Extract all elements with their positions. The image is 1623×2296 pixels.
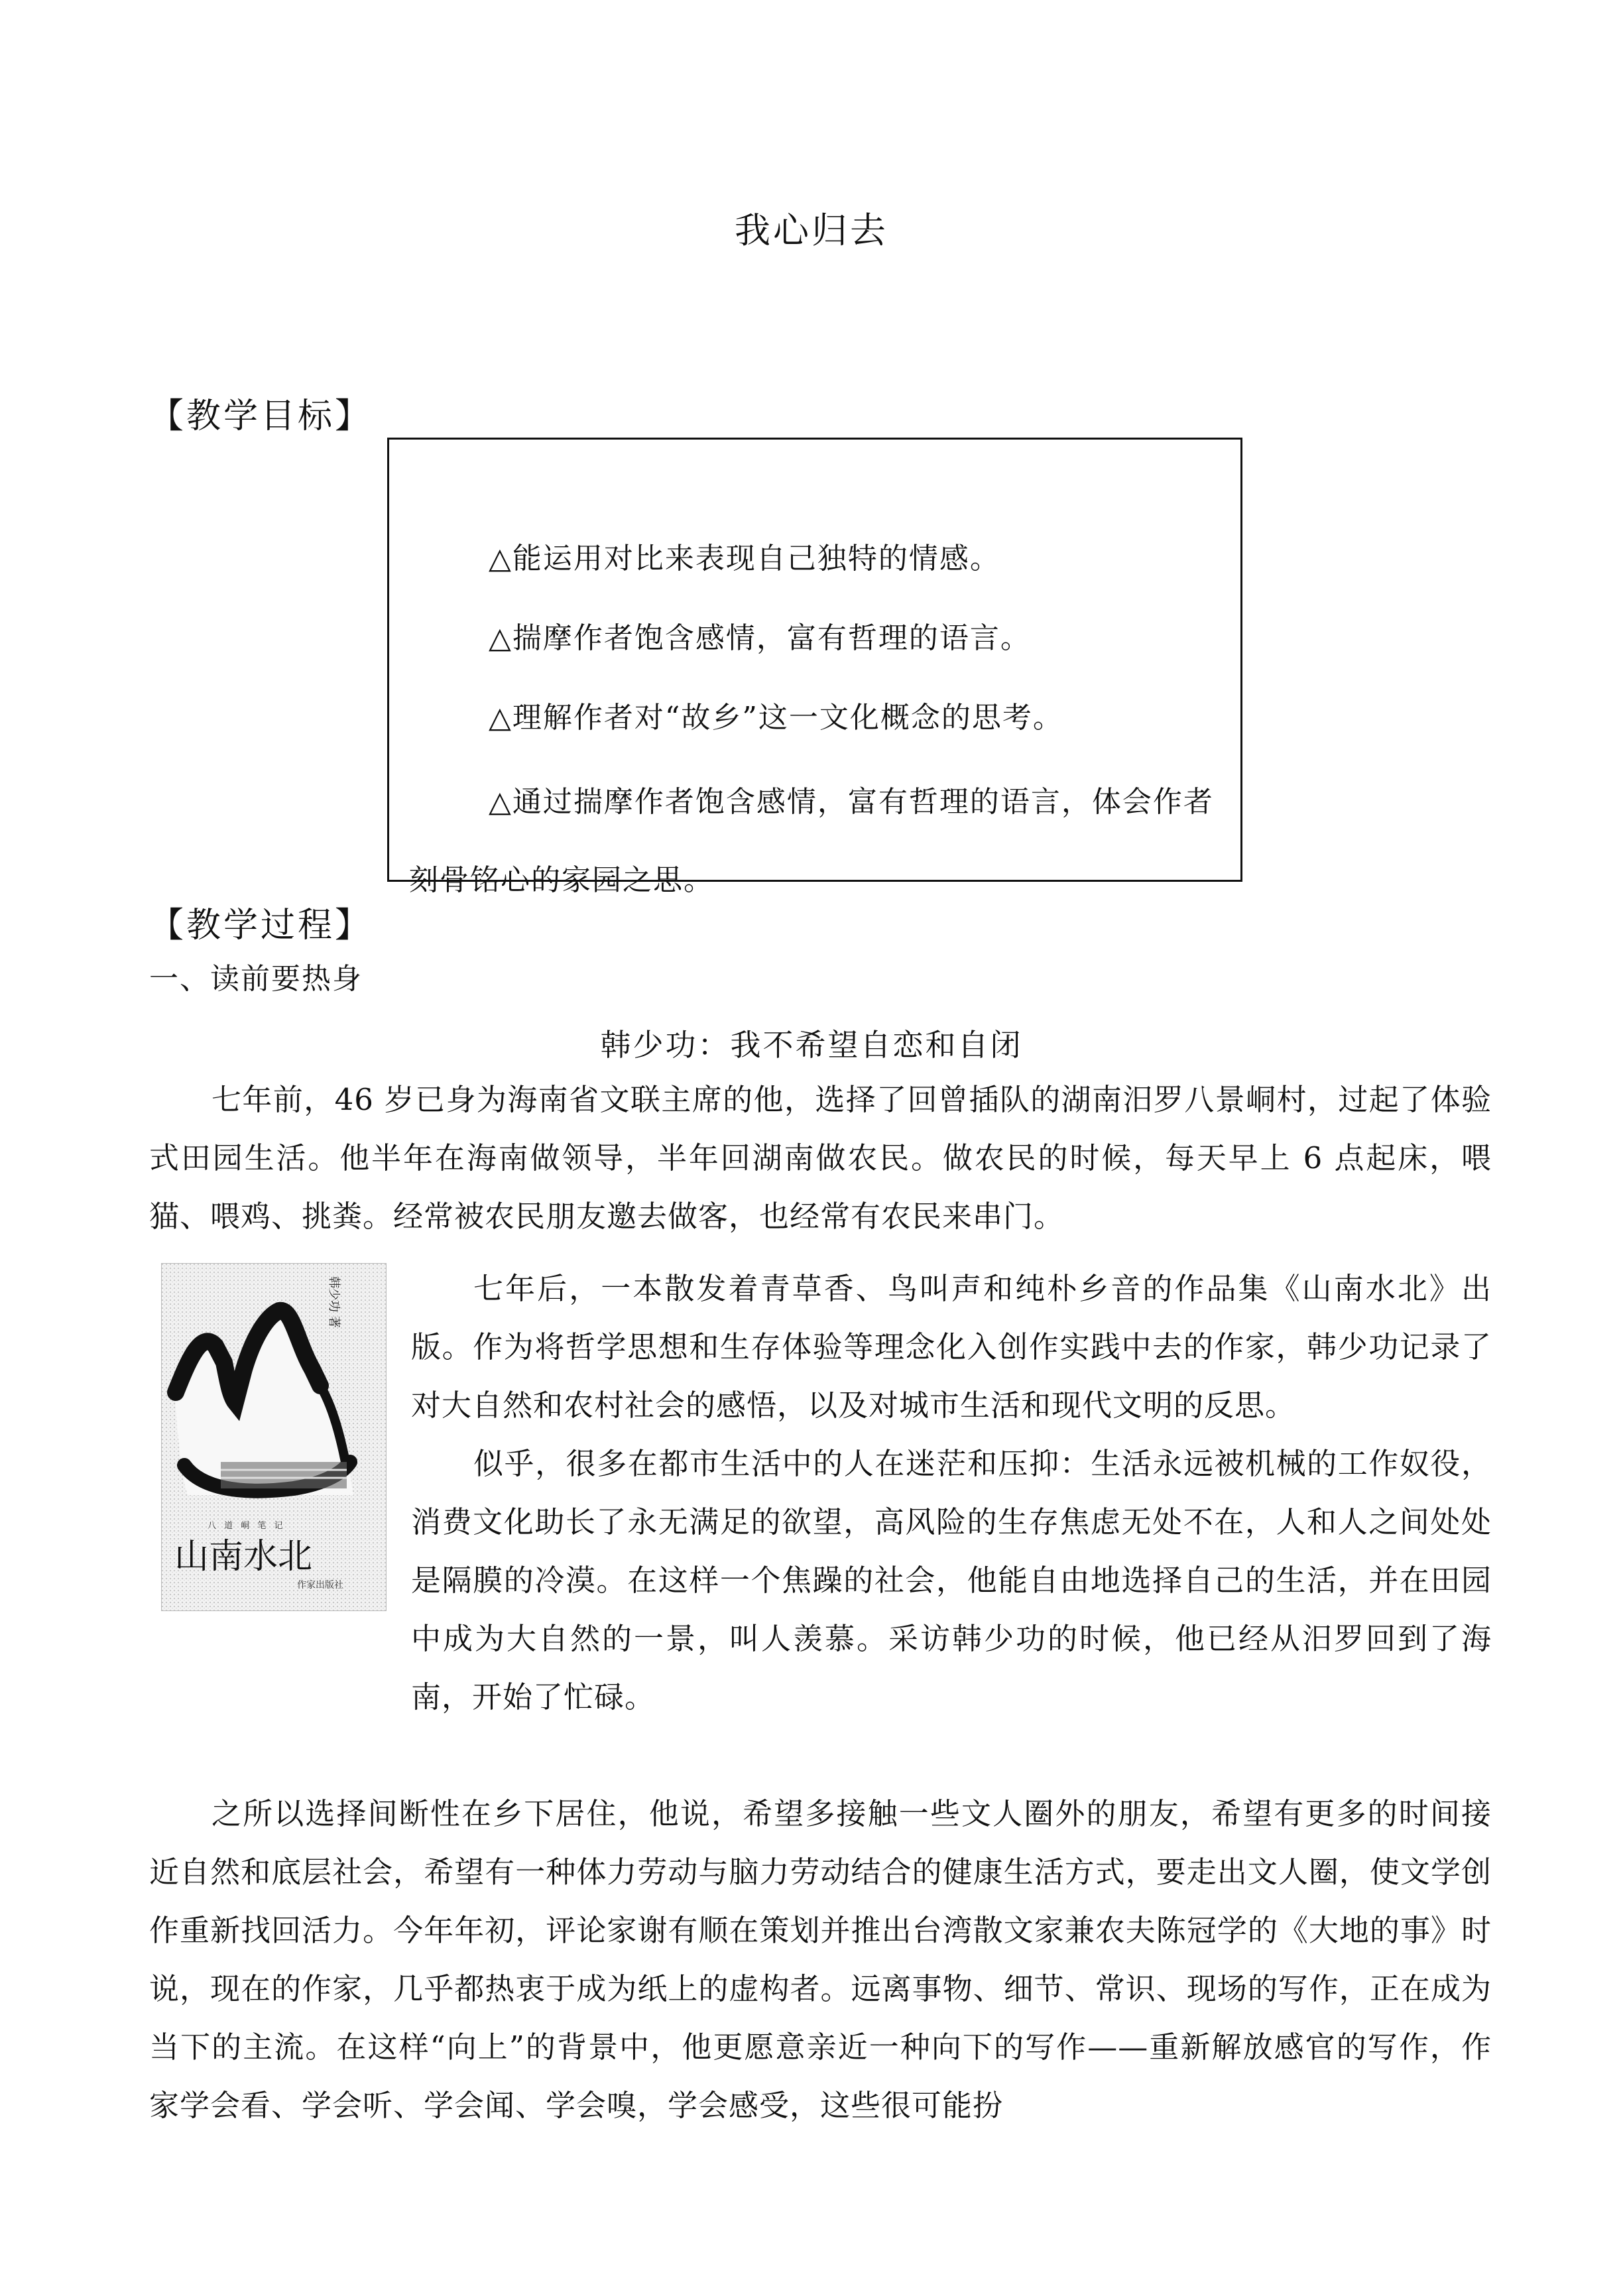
article-paragraph-wrap: [411, 1435, 1492, 1726]
article-paragraph: 七年后，一本散发着青草香、鸟叫声和纯朴乡音的作品集《山南水北》出版。作为将哲学思想和生存体验等理念化入创作实践中去的作家，韩少功记录了对大自然和农村社会的感悟，以及对城市生活和现代文明的反思。: [411, 1271, 1492, 1423]
teaching-process-heading: 【教学过程】: [149, 906, 373, 945]
teaching-goals-heading: 【教学目标】: [149, 396, 373, 436]
article-paragraph: 之所以选择间断性在乡下居住，他说，希望多接触一些文人圈外的朋友，希望有更多的时间接近自然和底层社会，希望有一种体力劳动与脑力劳动结合的健康生活方式，要走出文人圈，使文学创作重新找回活力。今年年初，评论家谢有顺在策划并推出台湾散文家兼农夫陈冠学的《大地的事》时说，现在的作家，几乎都热衷于成为纸上的虚构者。远离事物、细节、常识、现场的写作，正在成为当下的主流。在这样“向上”的背景中，他更愿意亲近一种向下的写作——重新解放感官的写作，作家学会看、学会听、学会闻、学会嗅，学会感受，这些很可能扮: [149, 1796, 1492, 2123]
teaching-goals-box: [387, 438, 1242, 897]
goal-item: △理解作者对“故乡”这一文化概念的思考。: [489, 701, 1063, 735]
goal-item: △能运用对比来表现自己独特的情感。: [489, 542, 1000, 575]
goal-item: △通过揣摩作者饱含感情，富有哲理的语言，体会作者刻骨铭心的家园之思。: [409, 785, 1214, 897]
page-title: 我心归去: [735, 210, 888, 251]
book-author: 韩少功 著: [327, 1276, 341, 1328]
article-paragraph: 七年前，46 岁已身为海南省文联主席的他，选择了回曾插队的湖南汨罗八景峒村，过起了体验式田园生活。他半年在海南做领导，半年回湖南做农民。做农民的时候，每天早上 6 点起床，喂猫、喂鸡、挑粪。经常被农民朋友邀去做客，也经常有农民来串门。: [149, 1082, 1492, 1234]
book-cover-image: [161, 1263, 387, 1611]
article-title: 韩少功：我不希望自恋和自闭: [600, 1027, 1023, 1063]
article-paragraph: 似乎，很多在都市生活中的人在迷茫和压抑：生活永远被机械的工作奴役，消费文化助长了永无满足的欲望，高风险的生存焦虑无处不在，人和人之间处处是隔膜的冷漠。在这样一个焦躁的社会，他能自由地选择自己的生活，并在田园中成为大自然的一景，叫人羡慕。采访韩少功的时候，他已经从汨罗回到了海南，开始了忙碌。: [411, 1446, 1492, 1715]
book-publisher: 作家出版社: [297, 1580, 343, 1591]
goal-item: △揣摩作者饱含感情，富有哲理的语言。: [489, 621, 1031, 655]
book-series: 八 道 峒 笔 记: [208, 1521, 286, 1531]
book-title: 山南水北: [174, 1537, 313, 1577]
section-subheading: 一、读前要热身: [149, 962, 363, 996]
